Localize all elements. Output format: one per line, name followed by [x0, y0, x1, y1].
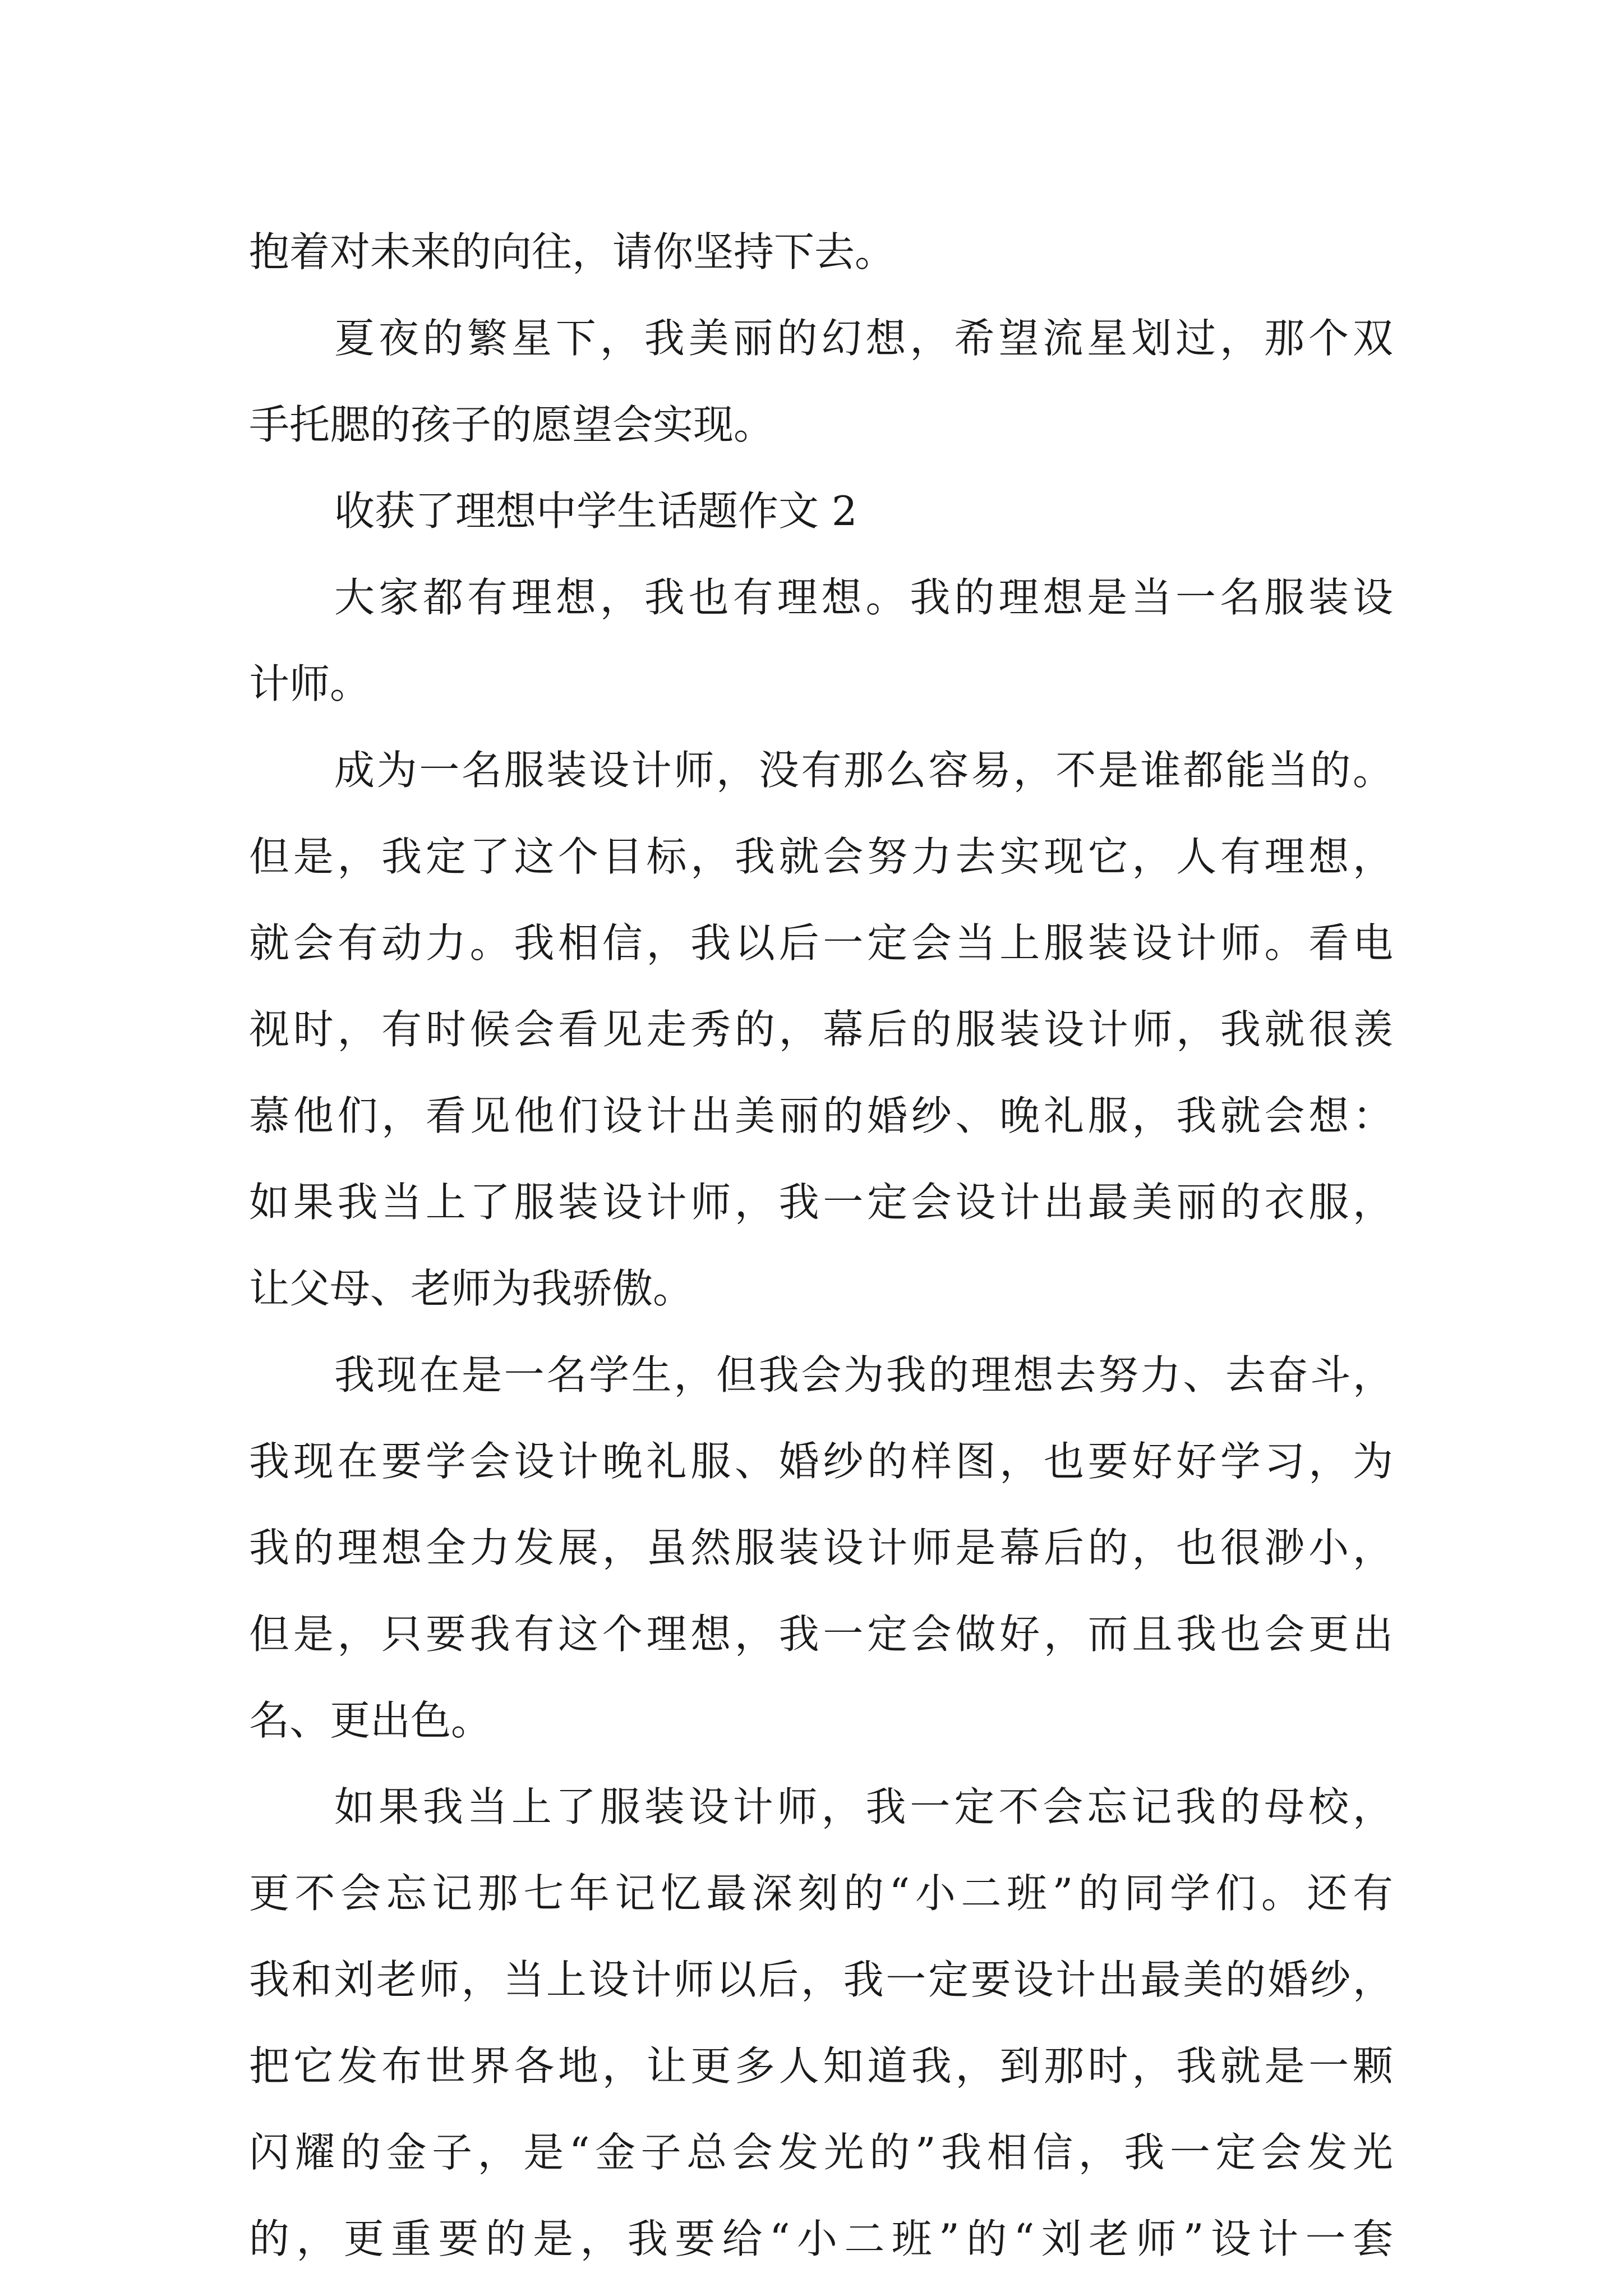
text-line: 我和刘老师，当上设计师以后，我一定要设计出最美的婚纱， [249, 1956, 1393, 2003]
text-line: 让父母、老师为我骄傲。 [249, 1265, 694, 1312]
text-line: 视时，有时候会看见走秀的，幕后的服装设计师，我就很羡 [249, 1006, 1393, 1053]
text-line: 手托腮的孩子的愿望会实现。 [249, 401, 774, 448]
paragraph-first-line: 如果我当上了服装设计师，我一定不会忘记我的母校， [334, 1783, 1393, 1830]
text-line: 就会有动力。我相信，我以后一定会当上服装设计师。看电 [249, 919, 1393, 967]
text-line: 如果我当上了服装设计师，我一定会设计出最美丽的衣服， [249, 1179, 1393, 1226]
paragraph-first-line: 夏夜的繁星下，我美丽的幻想，希望流星划过，那个双 [334, 315, 1393, 362]
paragraph-first-line: 大家都有理想，我也有理想。我的理想是当一名服装设 [334, 574, 1393, 621]
section-heading: 收获了理想中学生话题作文 2 [334, 487, 857, 535]
text-line: 的，更重要的是，我要给“小二班”的“刘老师”设计一套 [249, 2215, 1393, 2262]
text-line: 但是，只要我有这个理想，我一定会做好，而且我也会更出 [249, 1611, 1393, 1658]
text-line: 我的理想全力发展，虽然服装设计师是幕后的，也很渺小， [249, 1524, 1393, 1571]
document-body [249, 209, 1393, 2282]
paragraph-first-line: 成为一名服装设计师，没有那么容易，不是谁都能当的。 [334, 747, 1393, 794]
text-line: 名、更出色。 [249, 1697, 492, 1744]
text-line: 把它发布世界各地，让更多人知道我，到那时，我就是一颗 [249, 2042, 1393, 2090]
text-line: 更不会忘记那七年记忆最深刻的“小二班”的同学们。还有 [249, 1870, 1393, 1917]
text-line: 计师。 [249, 660, 371, 707]
paragraph-first-line: 我现在是一名学生，但我会为我的理想去努力、去奋斗， [334, 1351, 1393, 1398]
text-line: 但是，我定了这个目标，我就会努力去实现它，人有理想， [249, 833, 1393, 880]
text-line: 慕他们，看见他们设计出美丽的婚纱、晚礼服，我就会想： [249, 1092, 1393, 1139]
text-line: 抱着对未来的向往，请你坚持下去。 [249, 228, 896, 275]
text-line: 我现在要学会设计晚礼服、婚纱的样图，也要好好学习，为 [249, 1438, 1393, 1485]
text-line: 闪耀的金子，是“金子总会发光的”我相信，我一定会发光 [249, 2129, 1393, 2176]
